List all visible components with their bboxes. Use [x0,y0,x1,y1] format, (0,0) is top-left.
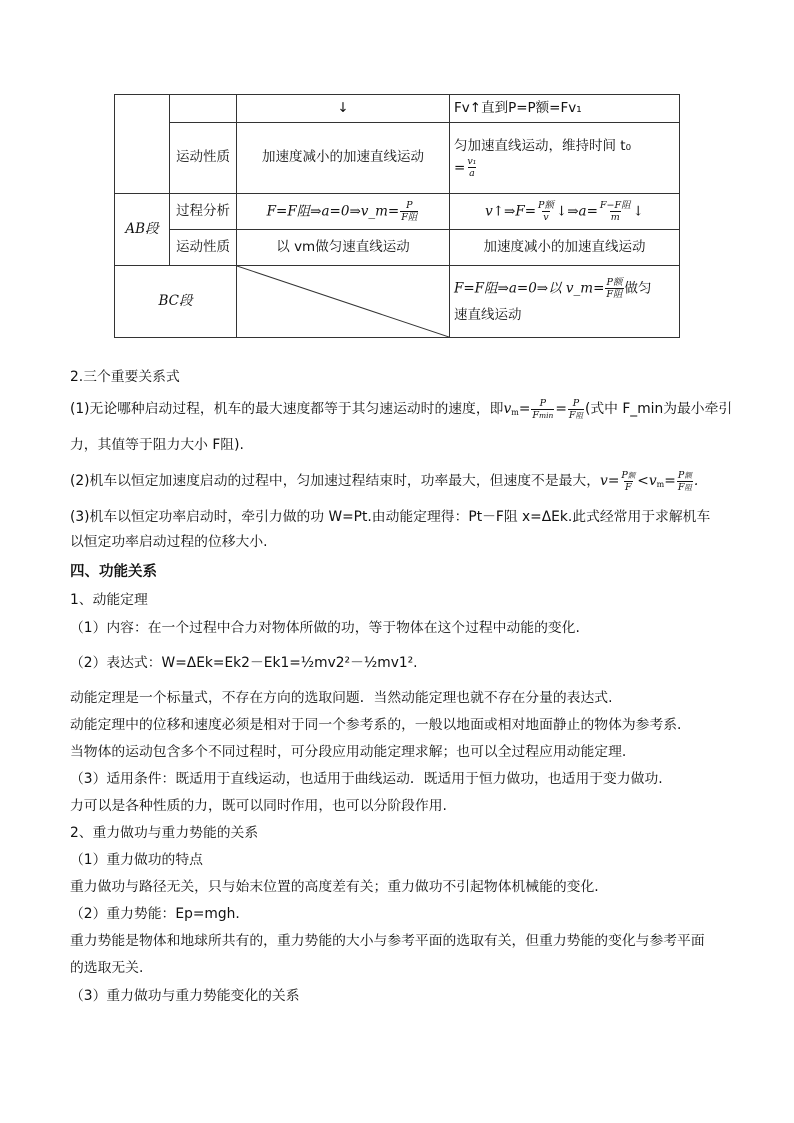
row-label: 过程分析 [170,194,237,230]
row-label: 运动性质 [170,123,237,194]
inline-equation: $v_m=$ $\frac{P}{Fmin}$ = $\frac{P}{\text{F阻}}$ [503,397,583,421]
formula-text: 做匀 [624,280,652,297]
paragraph-line: 1、动能定理 [70,592,148,608]
paragraph-line: 重力势能是物体和地球所共有的，重力势能的大小与参考平面的选取有关，但重力势能的变化与参考平面 [70,933,705,949]
formula-text: F=F阻⇒a=0⇒以 v_m= [454,280,605,297]
table-row [115,194,680,230]
fraction-numerator: P [406,199,413,211]
fraction-numerator: F−F阻 [599,199,631,211]
paragraph-line: (3)机车以恒定功率启动时，牵引力做的功 W=Pt.由动能定理得：Pt－F阻 x=ΔEk.此式经常用于求解机车 [70,509,711,525]
motion-nature-cell: 加速度减小的加速直线运动 [237,123,450,194]
process-formula-cell [237,194,450,230]
text-run: (1)无论哪种启动过程，机车的最大速度都等于其匀速运动时的速度，即 [70,401,504,417]
paragraph-line: （2）重力势能：Ep=mgh. [70,906,240,922]
bc-formula [454,278,675,300]
comparison-table [114,94,680,338]
paragraph-line [70,470,724,496]
paragraph-line: 动能定理中的位移和速度必须是相对于同一个参考系的，一般以地面或相对地面静止的物体为参考系. [70,717,682,733]
formula-text: F=F阻⇒a=0⇒v_m= [266,203,400,219]
row-label: 运动性质 [170,230,237,266]
ab-segment-label: AB段 [115,194,170,266]
process-formula-cell [450,194,680,230]
fraction-numerator: P额 [538,199,554,211]
table-row [115,230,680,266]
table-row [115,266,680,338]
paragraph-line: 当物体的运动包含多个不同过程时，可分段应用动能定理求解；也可以全过程应用动能定理. [70,744,627,760]
fraction-denominator: a [469,168,475,180]
inline-equation: v= $\frac{\text{P额}}{F}$ $<v_m=$ $\frac{\text{P额}}{\text{F阻}}$ . [600,469,699,493]
blank-cell [115,95,170,194]
fraction-denominator: v [543,212,549,223]
fraction-numerator: P额 [606,276,623,288]
paragraph-line: （3）适用条件：既适用于直线运动，也适用于曲线运动．既适用于恒力做功，也适用于变力做功. [70,771,663,787]
paragraph-line: 力，其值等于阻力大小 F阻). [70,437,244,453]
fraction-numerator: v₁ [467,155,477,167]
formula-text: ↓⇒a= [555,203,598,219]
paragraph-line: 动能定理是一个标量式，不存在方向的选取问题．当然动能定理也就不存在分量的表达式. [70,690,613,706]
paragraph-line: 以恒定功率启动过程的位移大小. [70,534,268,550]
motion-nature-cell: 以 vm做匀速直线运动 [237,230,450,266]
paragraph-line: （1）重力做功的特点 [70,852,203,868]
blank-cell [170,95,237,123]
paragraph-line [70,397,733,424]
table-row [115,123,680,194]
text-run: (式中 F_min为最小牵引 [585,401,733,417]
diagonal-blank-cell [237,266,450,338]
motion-nature-cell: 加速度减小的加速直线运动 [450,230,680,266]
table-row [115,95,680,123]
paragraph-line: 2、重力做功与重力势能的关系 [70,825,259,841]
power-condition-cell: Fv↑直到P=P额=Fv₁ [450,95,680,123]
section-title: 2.三个重要关系式 [70,369,180,385]
formula-text: ↓ [632,203,644,219]
bc-formula-continued: 速直线运动 [454,306,522,323]
paragraph-line: （2）表达式：W=ΔEk=Ek2－Ek1=½mv2²－½mv1². [70,655,418,671]
section-heading: 四、功能关系 [70,564,157,580]
formula-text: v↑⇒F= [485,203,537,219]
uniform-accel-cell [450,123,680,194]
bc-analysis-cell [450,266,680,338]
duration-equation: = $\frac{\text{v₁}}{a}$ [454,155,477,180]
fraction-denominator: F阻 [606,289,623,301]
paragraph-line: （1）内容：在一个过程中合力对物体所做的功，等于物体在这个过程中动能的变化. [70,620,580,636]
paragraph-line: （3）重力做功与重力势能变化的关系 [70,988,300,1004]
text-run: (2)机车以恒定加速度启动的过程中，匀加速过程结束时，功率最大，但速度不是最大， [70,473,601,489]
fraction-denominator: F阻 [401,212,418,223]
arrow-cell: ↓ [237,95,450,123]
bc-segment-label: BC段 [115,266,237,338]
fraction-denominator: m [610,212,620,223]
uniform-accel-text: 匀加速直线运动，维持时间 t₀ [454,138,631,155]
paragraph-line: 重力做功与路径无关，只与始末位置的高度差有关；重力做功不引起物体机械能的变化. [70,879,599,895]
paragraph-line: 力可以是各种性质的力，既可以同时作用，也可以分阶段作用. [70,798,447,814]
diagonal-line [237,266,449,337]
paragraph-line: 的选取无关. [70,960,144,976]
